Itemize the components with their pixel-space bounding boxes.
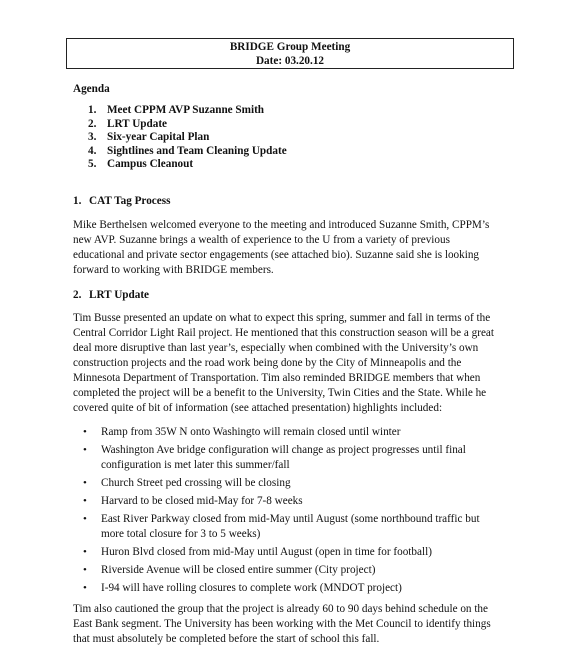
- agenda-item-number: 2.: [88, 117, 97, 130]
- bullet-icon: •: [83, 546, 87, 558]
- bullet-item: [81, 512, 481, 542]
- bullet-item: [81, 563, 481, 578]
- bullet-text: Riverside Avenue will be closed entire summer (City project): [101, 564, 376, 576]
- bullet-item: [81, 443, 481, 473]
- agenda-item-number: 5.: [88, 158, 97, 170]
- section-paragraph: Tim Busse presented an update on what to expect this spring, summer and fall in terms of the Central Corridor Light Rail project. He mentioned that this construction season will be a great deal more disruptive than last year’s, especially when combined with the University’s own construction projects and the road work being done by the City of Minneapolis and the Minnesota Department of Transportation. Tim also reminded BRIDGE members that when completed the project will be a benefit to the University, Twin Cities and the State. While he covered quite of bit of information (see attached presentation) highlights included:: [73, 312, 494, 414]
- bullet-list: [81, 425, 481, 596]
- bullet-text: East River Parkway closed from mid-May until August (some northbound traffic but more total closure for 3 to 5 weeks): [101, 513, 480, 540]
- agenda-item-number: 4.: [88, 144, 97, 157]
- bullet-item: [81, 581, 481, 596]
- section-number: 1.: [73, 195, 82, 207]
- meeting-header-box: [66, 38, 514, 69]
- section-lrt-update: [73, 288, 513, 647]
- section-title: LRT Update: [89, 289, 150, 301]
- meeting-title: BRIDGE Group Meeting: [229, 41, 351, 53]
- bullet-text: I-94 will have rolling closures to complete work (MNDOT project): [101, 582, 402, 594]
- bullet-icon: •: [83, 477, 87, 489]
- bullet-item: [81, 545, 481, 560]
- bullet-icon: •: [83, 582, 87, 594]
- bullet-item: [81, 425, 481, 440]
- agenda-item-label: Meet CPPM AVP Suzanne Smith: [107, 104, 265, 116]
- bullet-icon: •: [83, 495, 87, 507]
- bullet-item: [81, 476, 481, 491]
- agenda-item-number: 3.: [88, 131, 97, 143]
- agenda-item: [88, 158, 287, 172]
- agenda-list: [88, 104, 287, 172]
- agenda-heading: Agenda: [73, 83, 110, 95]
- agenda-item-label: Campus Cleanout: [107, 158, 194, 170]
- bullet-text: Harvard to be closed mid-May for 7-8 weeks: [101, 495, 303, 507]
- bullet-text: Ramp from 35W N onto Washingto will remain closed until winter: [101, 426, 401, 438]
- agenda-item-number: 1.: [88, 104, 97, 116]
- agenda-item: [88, 145, 287, 159]
- bullet-icon: •: [83, 564, 87, 576]
- bullet-icon: •: [83, 513, 87, 525]
- bullet-item: [81, 494, 481, 509]
- bullet-icon: •: [83, 444, 87, 456]
- bullet-icon: •: [83, 426, 87, 438]
- agenda-item: [88, 118, 287, 132]
- bullet-text: Washington Ave bridge configuration will change as project progresses until final configuration is met later this summer/fall: [101, 444, 466, 471]
- agenda-item-label: Six-year Capital Plan: [107, 131, 210, 143]
- section-heading: [73, 194, 513, 209]
- section-heading: [73, 288, 513, 303]
- agenda-item-label: LRT Update: [107, 117, 168, 130]
- bullet-text: Huron Blvd closed from mid-May until August (open in time for football): [101, 546, 432, 558]
- agenda-item: [88, 131, 287, 145]
- section-paragraph: Mike Berthelsen welcomed everyone to the meeting and introduced Suzanne Smith, CPPM’s new AVP. Suzanne brings a wealth of experience to the U from a variety of previous educational and private sector engagements (see attached bio). Suzanne said she is looking forward to working with BRIDGE members.: [73, 219, 490, 276]
- agenda-item-label: Sightlines and Team Cleaning Update: [107, 144, 287, 157]
- section-title: CAT Tag Process: [89, 195, 171, 207]
- section-cat-tag-process: [73, 194, 513, 278]
- section-closing-paragraph: Tim also cautioned the group that the project is already 60 to 90 days behind schedule on the East Bank segment. The University has been working with the Met Council to identify things that must absolutely be completed before the start of school this fall.: [73, 603, 491, 645]
- section-number: 2.: [73, 289, 82, 301]
- bullet-text: Church Street ped crossing will be closing: [101, 477, 291, 489]
- agenda-item: [88, 104, 287, 118]
- meeting-date: Date: 03.20.12: [255, 55, 325, 67]
